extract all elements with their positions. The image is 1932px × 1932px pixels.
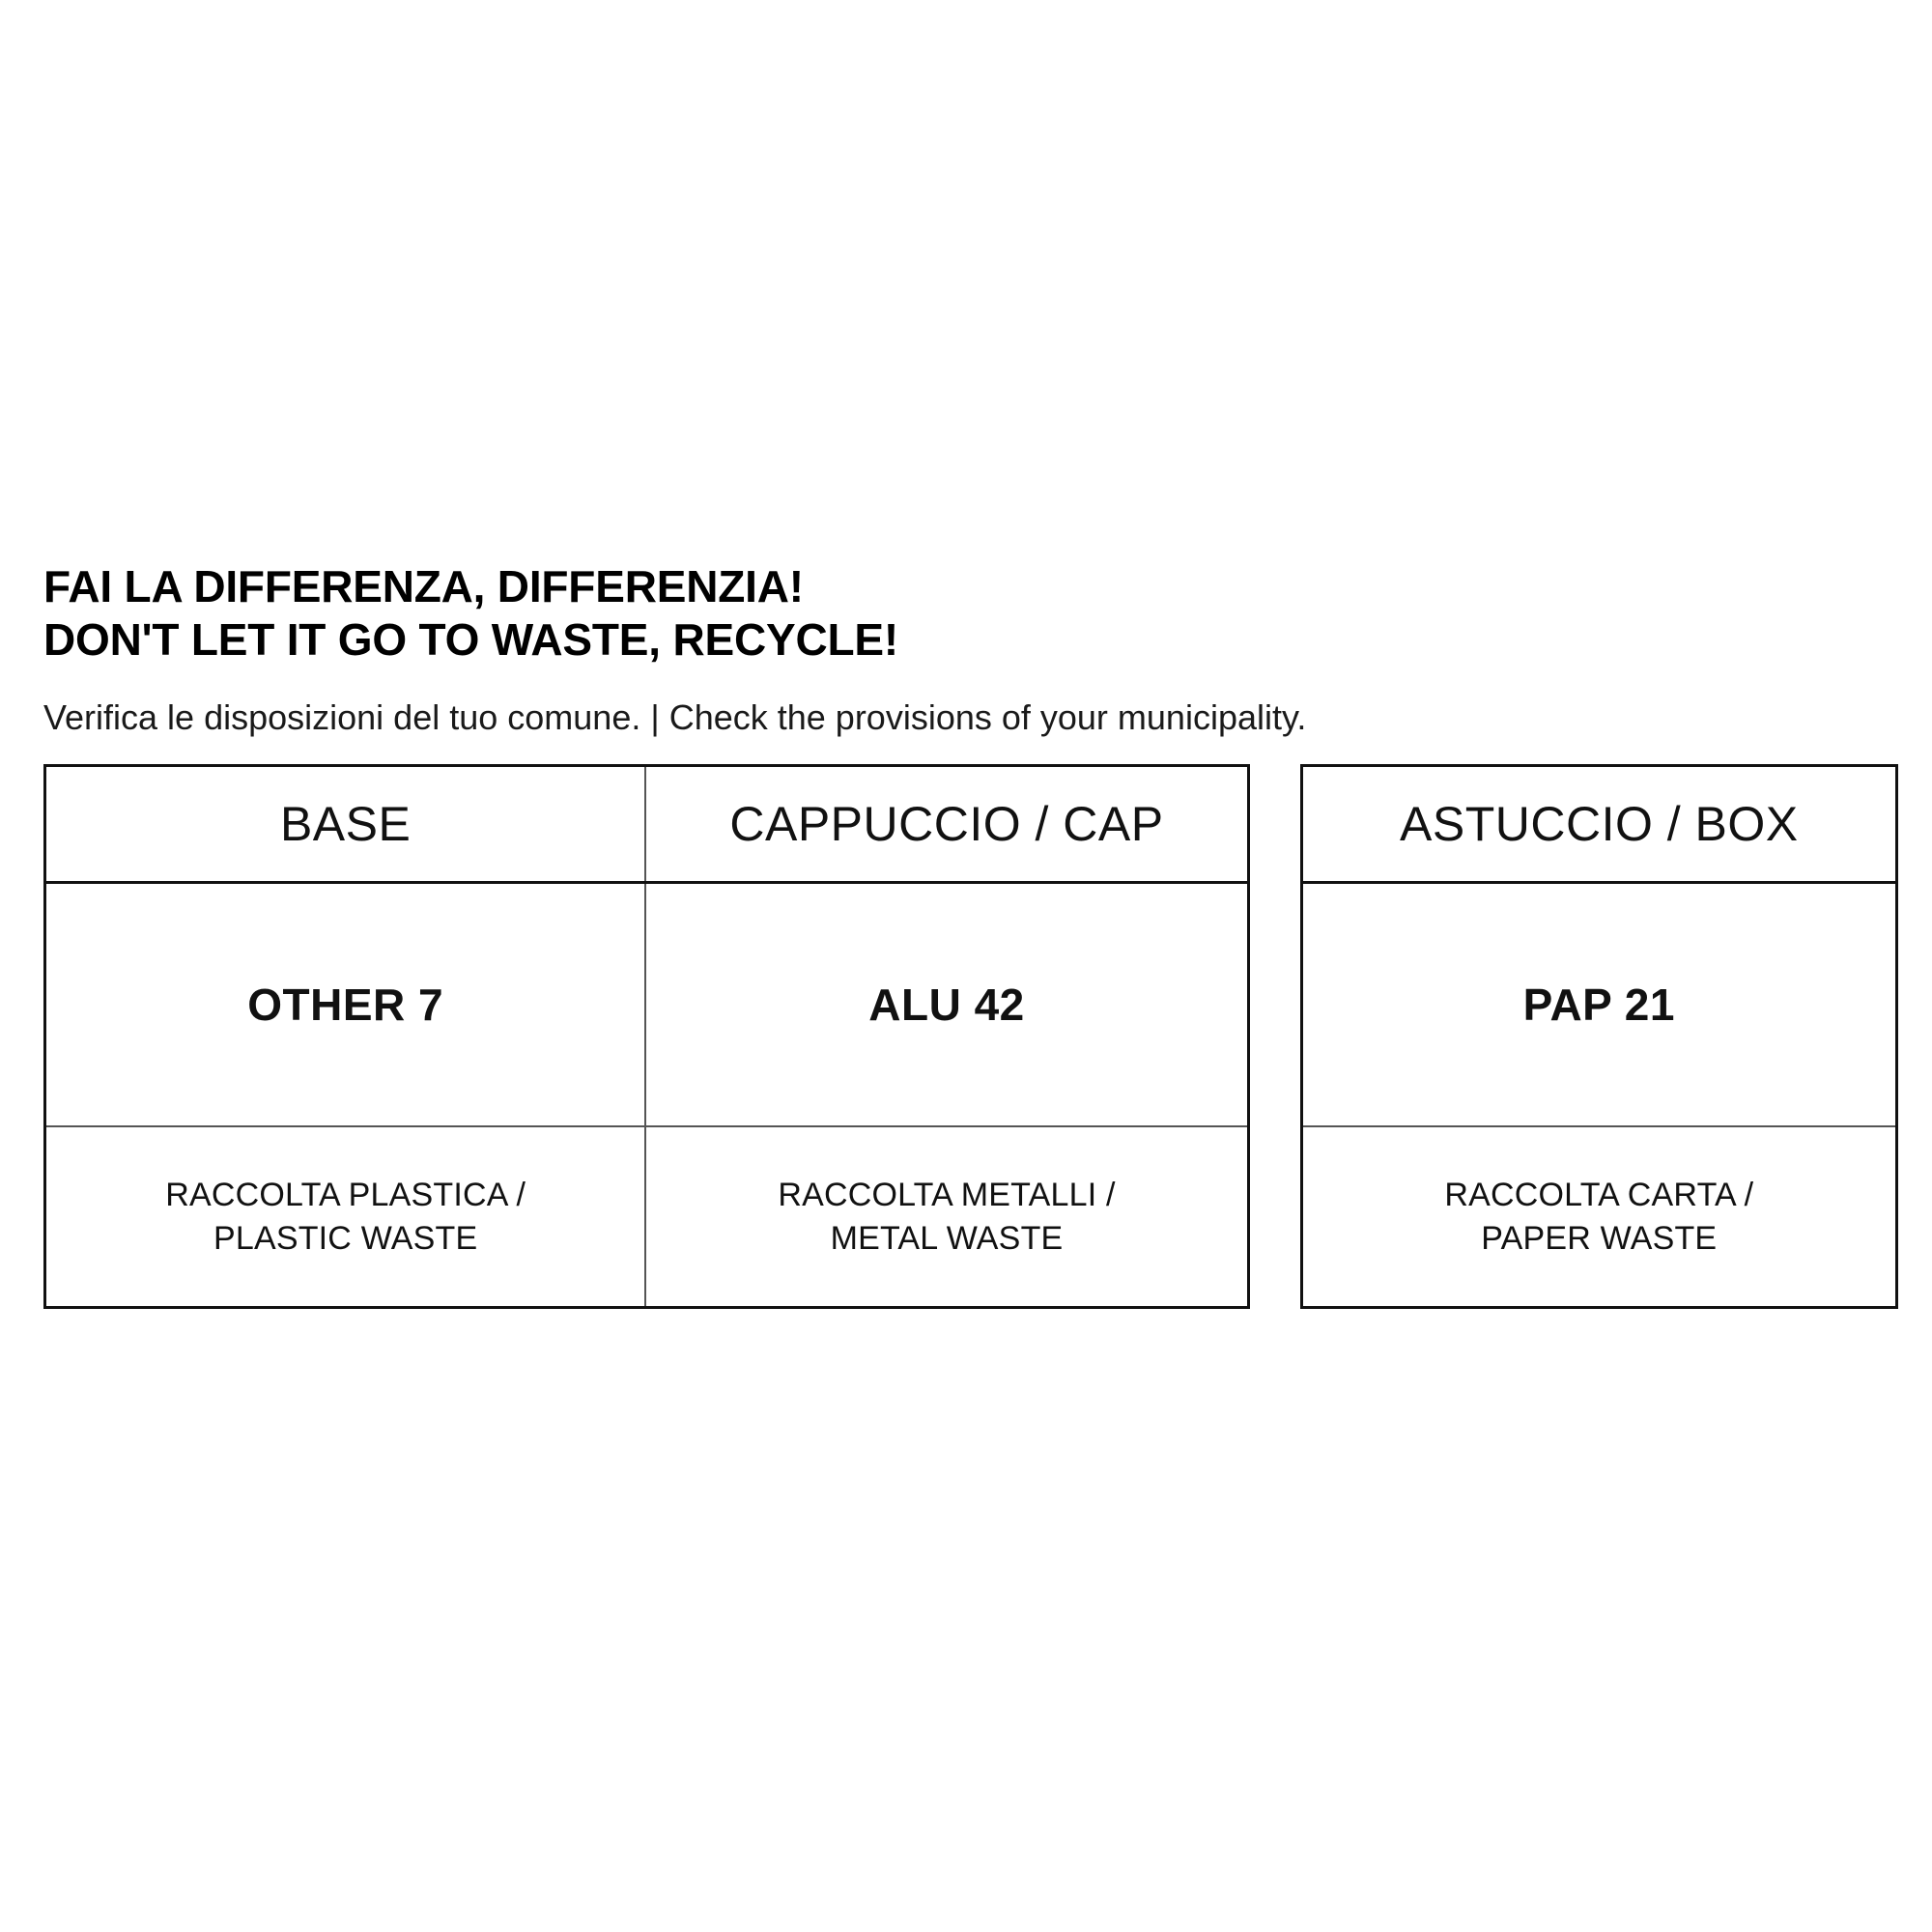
table-code-row	[1303, 884, 1895, 1127]
table-box	[1300, 764, 1898, 1309]
disposal-instruction-base-line2: PLASTIC WASTE	[213, 1219, 478, 1257]
table-desc-row	[1303, 1127, 1895, 1306]
disposal-instruction-box-line2: PAPER WASTE	[1481, 1219, 1718, 1257]
subline-text: Verifica le disposizioni del tuo comune. | Check the provisions of your municipality.	[43, 697, 1307, 738]
table-code-row	[46, 884, 1247, 1127]
table-base-cap	[43, 764, 1250, 1309]
label-content	[43, 560, 1898, 1309]
material-code-base: OTHER 7	[46, 884, 646, 1125]
disposal-instruction-cap-line1: RACCOLTA METALLI /	[778, 1177, 1116, 1213]
headline-block	[43, 560, 1898, 667]
headline-italian: FAI LA DIFFERENZA, DIFFERENZIA!	[43, 561, 804, 611]
disposal-instruction-base-line1: RACCOLTA PLASTICA /	[165, 1177, 526, 1213]
disposal-instruction-cap-line2: METAL WASTE	[830, 1219, 1064, 1257]
column-header-box: ASTUCCIO / BOX	[1400, 797, 1799, 852]
table-desc-row	[46, 1127, 1247, 1306]
recycling-tables	[43, 764, 1898, 1309]
headline-english: DON'T LET IT GO TO WASTE, RECYCLE!	[43, 614, 898, 666]
table-header-row	[1303, 767, 1895, 884]
table-header-row	[46, 767, 1247, 884]
disposal-instruction-cap	[646, 1127, 1246, 1306]
column-header-base: BASE	[46, 767, 646, 881]
column-header-cap: CAPPUCCIO / CAP	[729, 797, 1164, 852]
disposal-instruction-box	[1303, 1127, 1895, 1306]
material-code-box: PAP 21	[1522, 980, 1675, 1031]
material-code-cap: ALU 42	[868, 980, 1025, 1031]
disposal-instruction-box-line1: RACCOLTA CARTA /	[1444, 1177, 1754, 1213]
disposal-instruction-base	[46, 1127, 646, 1306]
